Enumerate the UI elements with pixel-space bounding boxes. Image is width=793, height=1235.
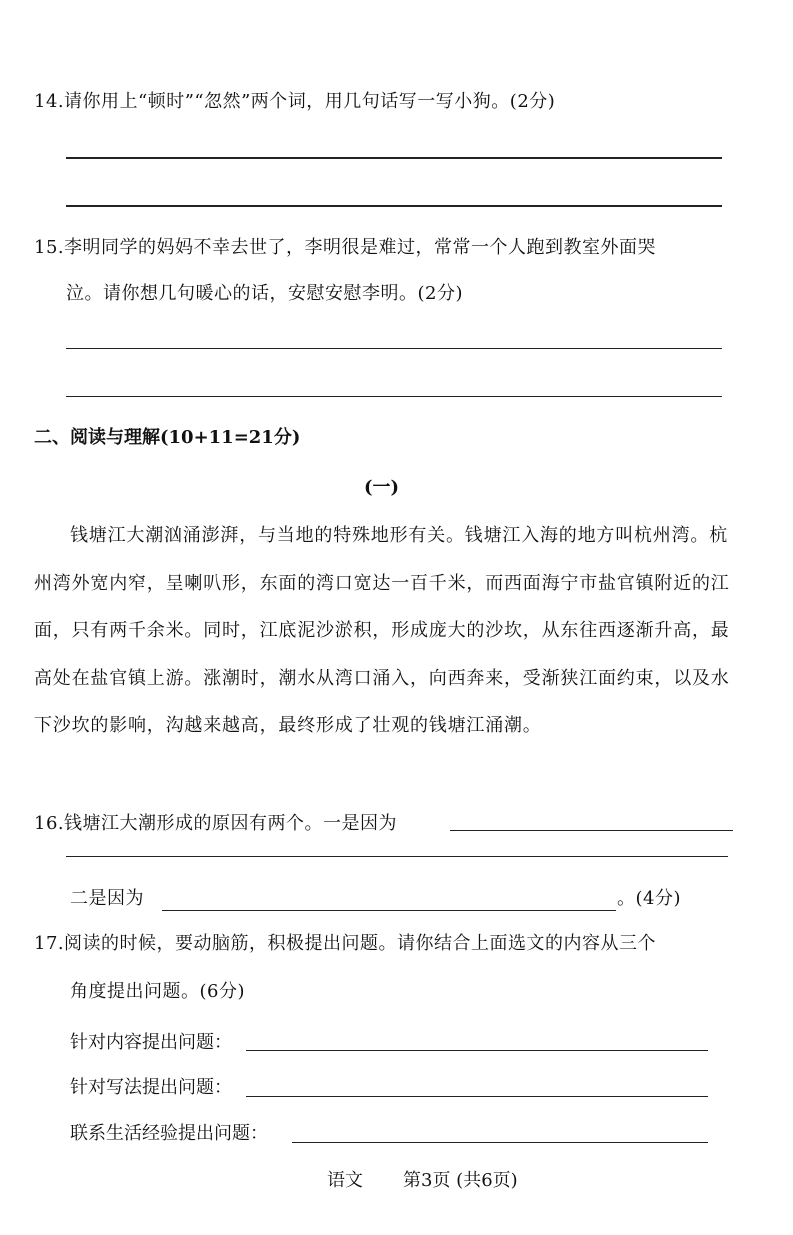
footer-page-number: 第3页 (共6页)	[403, 1170, 518, 1191]
q17-item-life: 联系生活经验提出问题：	[70, 1123, 268, 1144]
section-title: 二、阅读与理解(10+11=21分)	[34, 427, 301, 448]
q16-score: 。(4分)	[617, 888, 681, 909]
q15-text-line2: 泣。请你想几句暖心的话，安慰安慰李明。(2分)	[66, 283, 463, 304]
q17-item-content: 针对内容提出问题：	[70, 1032, 232, 1053]
answer-line[interactable]	[66, 157, 722, 159]
q14-text: 请你用上“顿时”“忽然”两个词，用几句话写一写小狗。(2分)	[64, 91, 556, 112]
q15-number: 15.	[34, 237, 65, 258]
reading-passage: 钱塘江大潮汹涌澎湃，与当地的特殊地形有关。钱塘江入海的地方叫杭州湾。杭州湾外宽内窄，呈喇叭形，东面的湾口宽达一百千米，而西面海宁市盐官镇附近的江面，只有两千余米。同时，江底泥沙淤积，形成庞大的沙坎，从东往西逐渐升高，最高处在盐官镇上游。涨潮时，潮水从湾口涌入，向西奔来，受渐狭江面约束，以及水下沙坎的影响，沟越来越高，最终形成了壮观的钱塘江涌潮。	[34, 525, 730, 736]
q16-second-reason-label: 二是因为	[70, 888, 144, 909]
q16-number: 16.	[34, 813, 65, 834]
answer-line[interactable]	[66, 348, 722, 349]
answer-line[interactable]	[66, 396, 722, 397]
q16-text: 钱塘江大潮形成的原因有两个。一是因为	[64, 813, 397, 834]
answer-blank[interactable]	[246, 1096, 708, 1097]
answer-line[interactable]	[66, 205, 722, 207]
answer-blank[interactable]	[246, 1050, 708, 1051]
footer-subject: 语文	[327, 1170, 363, 1191]
answer-line[interactable]	[66, 856, 728, 857]
q17-text-line1: 阅读的时候，要动脑筋，积极提出问题。请你结合上面选文的内容从三个	[64, 933, 656, 954]
q15-text-line1: 李明同学的妈妈不幸去世了，李明很是难过，常常一个人跑到教室外面哭	[64, 237, 656, 258]
q14-number: 14.	[34, 91, 65, 112]
answer-blank[interactable]	[292, 1142, 708, 1143]
answer-blank[interactable]	[162, 910, 616, 911]
answer-blank[interactable]	[450, 830, 733, 831]
q17-item-writing: 针对写法提出问题：	[70, 1077, 232, 1098]
passage-subtitle: (一)	[364, 477, 400, 498]
q17-text-line2: 角度提出问题。(6分)	[70, 981, 245, 1002]
q17-number: 17.	[34, 933, 65, 954]
